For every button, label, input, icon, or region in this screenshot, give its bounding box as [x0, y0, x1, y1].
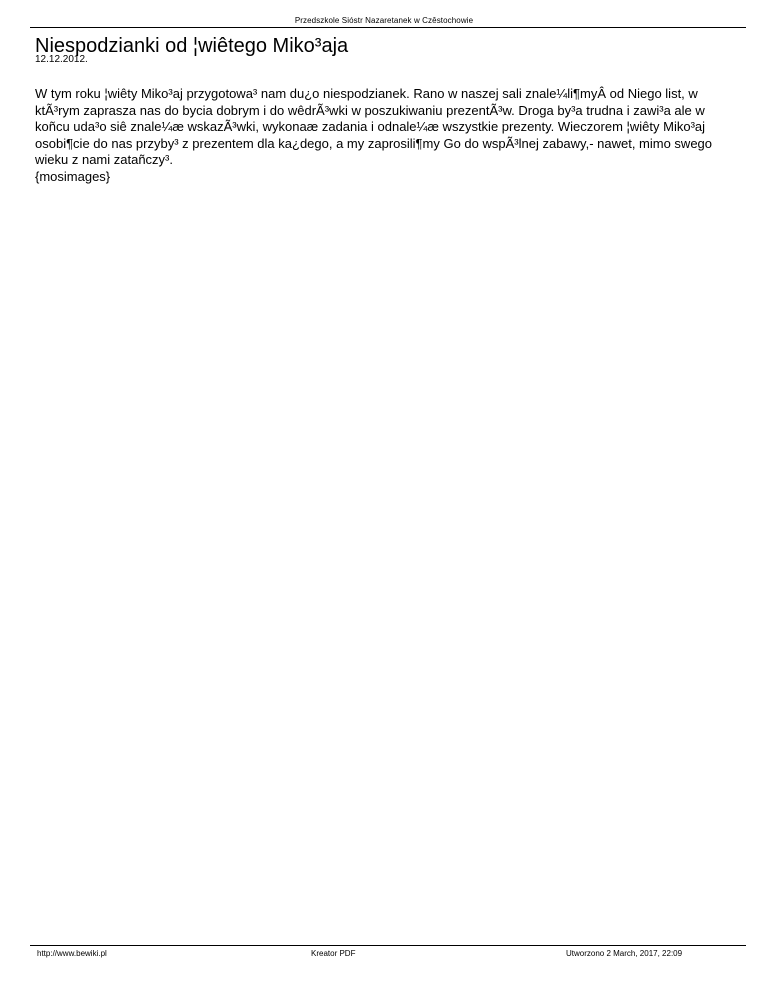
footer-created-date: Utworzono 2 March, 2017, 22:09 — [566, 949, 683, 958]
mosimages-placeholder: {mosimages} — [35, 169, 111, 184]
footer-creator: Kreator PDF — [311, 949, 356, 958]
article-date: 12.12.2012. — [35, 54, 88, 65]
header-divider — [30, 27, 746, 28]
article-title: Niespodzianki od ¦wiêtego Miko³aja — [35, 35, 349, 57]
footer-divider — [30, 945, 746, 946]
footer-url: http://www.bewiki.pl — [37, 949, 107, 958]
article-body: W tym roku ¦wiêty Miko³aj przygotowa³ nam du¿o niespodzianek. Rano w naszej sali znale¼li¶myÂ od Niego list, w ktÃ³rym zaprasza nas do bycia dobrym i do wêdrÃ³wki w poszukiwaniu prezentÃ³w. Droga by³a trudna i zawi³a ale w koñcu uda³o siê znale¼æ wskazÃ³wki, wykonaæ zadania i odnale¼æ wszystkie prezenty. Wieczorem ¦wiêty Miko³aj osobi¶cie do nas przyby³ z prezentem dla ka¿dego, a my zaprosili¶my Go do wspÃ³lnej zabawy,- nawet, mimo swego wieku z nami zatañczy³. — [35, 86, 713, 167]
site-title: Przedszkole Sióstr Nazaretanek w Czêstochowie — [294, 16, 474, 25]
